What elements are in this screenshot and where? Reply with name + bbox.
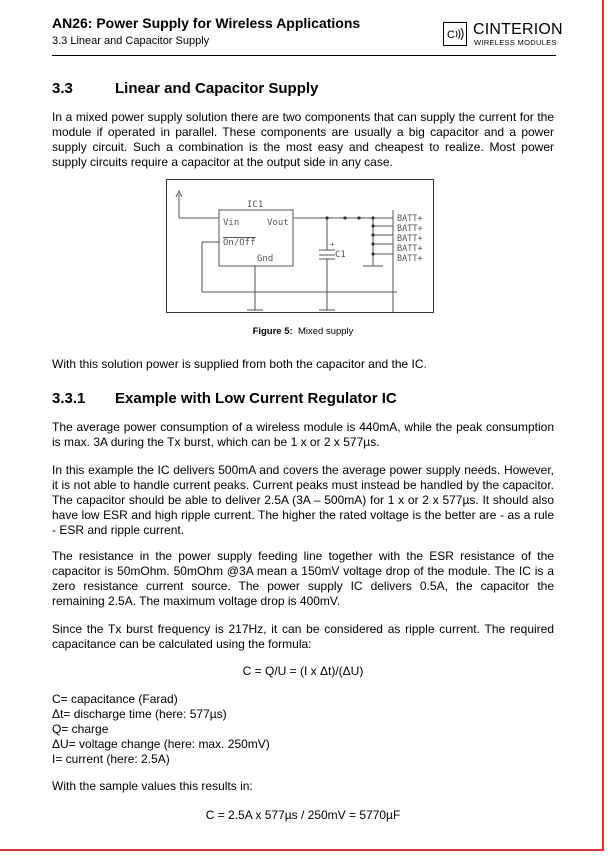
header-rule xyxy=(52,55,556,56)
batt-pin: BATT+ xyxy=(397,254,423,264)
paragraph-ripple: Since the Tx burst frequency is 217Hz, it can be considered as ripple current. The required capacitance can be calculated using the formula: xyxy=(52,622,554,651)
intro-paragraph: In a mixed power supply solution there are two components that can supply the current for the module if operated in parallel. These components are usually a big capacitor and a power supply circuit. Such a combination is the most easy and cheapest to realize. Most power supply circuits require a capacitor at the output side in any case. xyxy=(52,110,554,169)
batt-pin: BATT+ xyxy=(397,244,423,254)
subsection-heading xyxy=(52,390,397,407)
paragraph-resistance: The resistance in the power supply feeding line together with the ESR resistance of the capacitor is 50mOhm. 50mOhm @3A mean a 150mV voltage drop of the module. The IC is a zero resistance current source. The power supply IC delivers 0.5A, the capacitor the remaining 2.5A. The maximum voltage drop is 400mV. xyxy=(52,549,554,608)
definition-item: Q= charge xyxy=(52,722,109,736)
paragraph-ic-delivery: In this example the IC delivers 500mA and covers the average power supply needs. However, it is not able to handle current peaks. Current peaks must instead be handled by the capacitor. The capacitor should be able to deliver 2.5A (3A – 500mA) for 1 x or 2 x 577µs. It should also have low ESR and high ripple current. The higher the rated voltage is the better are - as a rule - ESR and ripple current. xyxy=(52,463,554,537)
batt-pin: BATT+ xyxy=(397,234,423,244)
document-subtitle: 3.3 Linear and Capacitor Supply xyxy=(52,35,210,47)
batt-pin: BATT+ xyxy=(397,214,423,224)
figure-caption xyxy=(52,326,554,337)
onoff-pin-label: On/Off xyxy=(223,238,256,248)
capacitor-polarity: + xyxy=(330,240,335,249)
batt-pins xyxy=(397,214,423,264)
batt-pin: BATT+ xyxy=(397,224,423,234)
document-title: AN26: Power Supply for Wireless Applications xyxy=(52,15,361,31)
caption-text: Mixed supply xyxy=(297,326,354,337)
variable-definitions xyxy=(52,692,270,767)
definition-item: ΔU= voltage change (here: max. 250mV) xyxy=(52,737,270,751)
ic-label: IC1 xyxy=(247,200,264,210)
logo-tagline: WIRELESS MODULES xyxy=(474,38,557,47)
paragraph-sample: With the sample values this results in: xyxy=(52,779,253,793)
capacitor-label: C1 xyxy=(335,250,346,260)
section-heading xyxy=(52,80,318,97)
vin-pin-label: Vin xyxy=(223,218,240,228)
definition-item: I= current (here: 2.5A) xyxy=(52,752,170,766)
circuit-diagram xyxy=(166,179,434,313)
result-formula: C = 2.5A x 577µs / 250mV = 5770µF xyxy=(205,808,401,822)
section-number: 3.3 xyxy=(52,80,73,97)
logo-name: CINTERION xyxy=(473,21,563,38)
paragraph-consumption: The average power consumption of a wireless module is 440mA, while the peak consumption is max. 3A during the Tx burst, which can be 1 x or 2 x 577µs. xyxy=(52,420,554,449)
gnd-pin-label: Gnd xyxy=(257,254,274,264)
caption-label: Figure 5: xyxy=(252,326,293,337)
definition-item: Δt= discharge time (here: 577µs) xyxy=(52,707,227,721)
section-title: Linear and Capacitor Supply xyxy=(115,80,319,97)
vout-pin-label: Vout xyxy=(267,218,289,228)
figure-follow-paragraph: With this solution power is supplied from both the capacitor and the IC. xyxy=(52,357,427,371)
logo-mark-icon xyxy=(443,22,467,46)
subsection-number: 3.3.1 xyxy=(52,390,86,407)
subsection-title: Example with Low Current Regulator IC xyxy=(115,390,397,407)
capacitance-formula: C = Q/U = (I x Δt)/(ΔU) xyxy=(242,664,364,678)
definition-item: C= capacitance (Farad) xyxy=(52,692,178,706)
svg-text:C: C xyxy=(447,29,455,41)
